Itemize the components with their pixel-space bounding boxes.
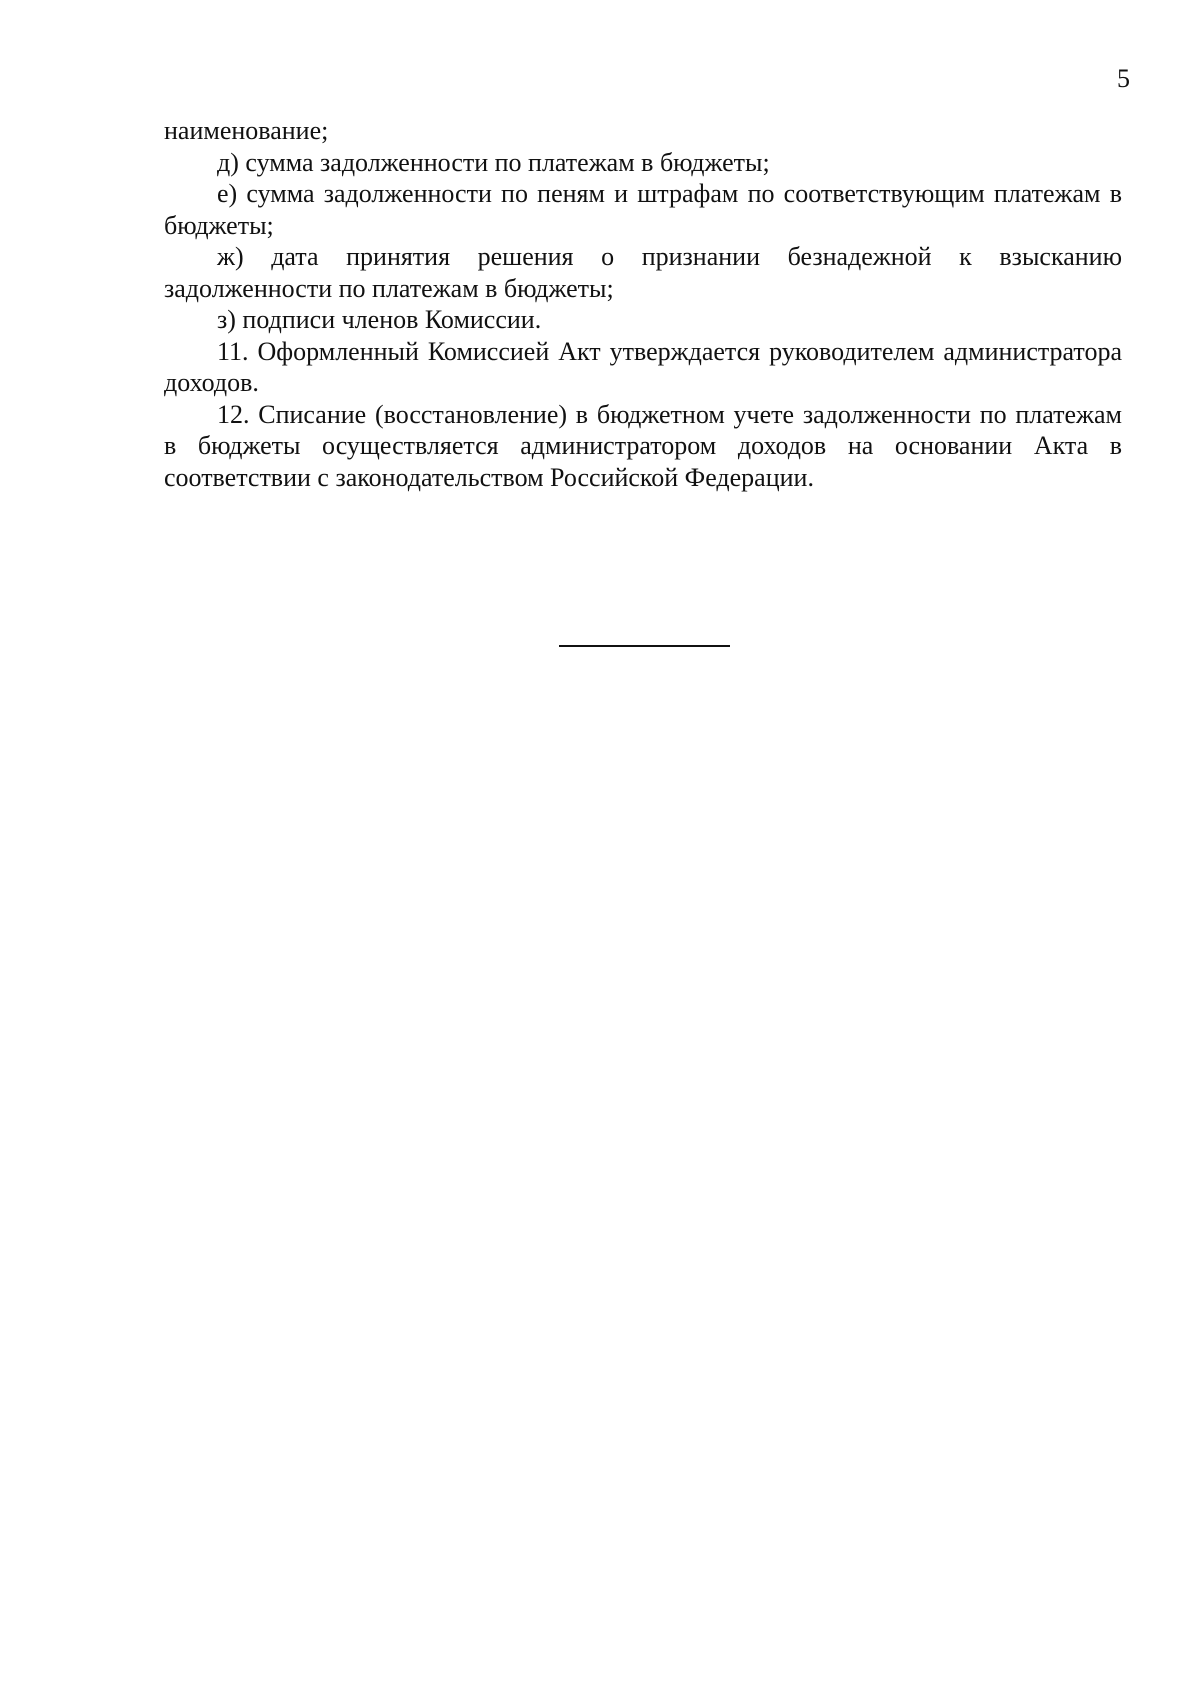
paragraph-item-e: е) сумма задолженности по пеням и штрафам по соответствующим платежам в бюджеты; — [164, 179, 1122, 240]
document-body — [164, 115, 1122, 493]
paragraph-item-zh: ж) дата принятия решения о признании безнадежной к взысканию задолженности по платежам в бюджеты; — [164, 242, 1122, 303]
paragraph-clause-11: 11. Оформленный Комиссией Акт утверждается руководителем администратора доходов. — [164, 336, 1122, 397]
paragraph-clause-12: 12. Списание (восстановление) в бюджетном учете задолженности по платежам в бюджеты осуществляется администратором доходов на основании Акта в соответствии с законодательством Российской Федерации. — [164, 399, 1122, 492]
paragraph-item-d: д) сумма задолженности по платежам в бюджеты; — [217, 147, 770, 177]
paragraph-item-z: з) подписи членов Комиссии. — [217, 305, 542, 334]
paragraph-continuation: наименование; — [164, 116, 329, 145]
end-divider-line — [559, 645, 730, 647]
page-number: 5 — [1117, 64, 1130, 93]
